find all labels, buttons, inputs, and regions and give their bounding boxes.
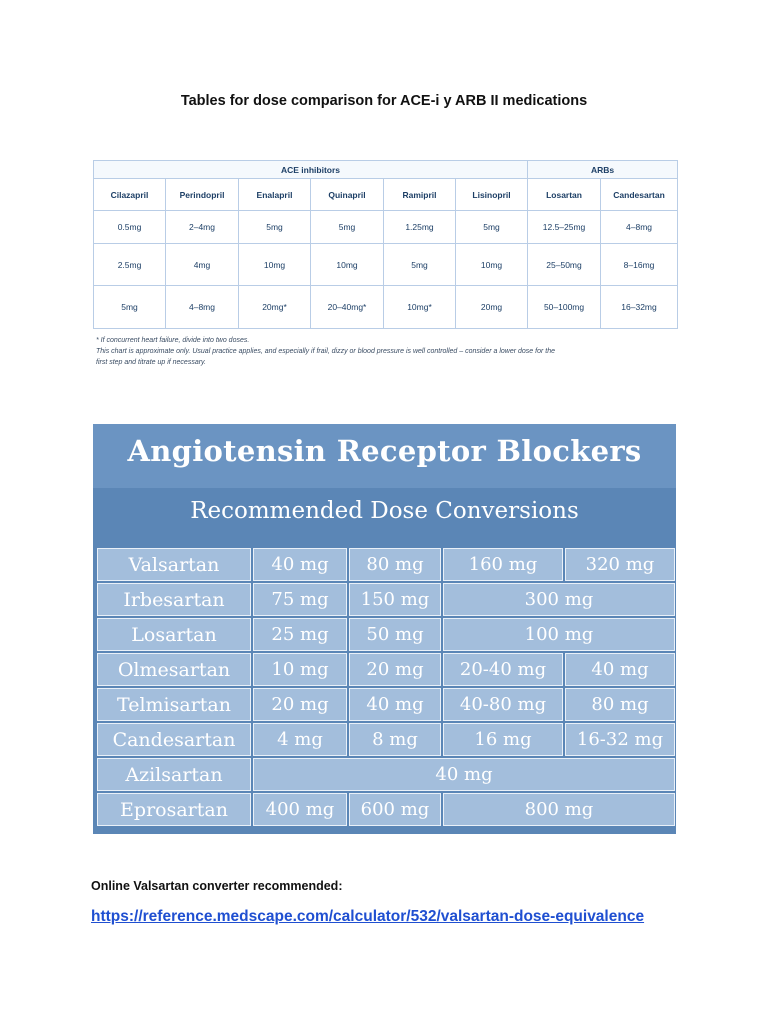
arb-group-header: ARBs bbox=[528, 161, 678, 179]
table-cell: 10mg bbox=[311, 244, 384, 286]
table-cell: 1.25mg bbox=[384, 211, 456, 244]
table-cell: 2.5mg bbox=[94, 244, 166, 286]
dose-cell: 100 mg bbox=[443, 618, 675, 651]
table-row bbox=[94, 244, 678, 286]
footnote: * If concurrent heart failure, divide into two doses. bbox=[96, 337, 250, 344]
dose-cell: 600 mg bbox=[349, 793, 441, 826]
dose-cell: 40 mg bbox=[565, 653, 675, 686]
arb-conversion-chart bbox=[93, 424, 676, 834]
drug-name: Losartan bbox=[97, 618, 251, 651]
drug-name: Olmesartan bbox=[97, 653, 251, 686]
footnote: This chart is approximate only. Usual practice applies, and especially if frail, dizzy or blood pressure is well controlled – consider a lower dose for the bbox=[96, 348, 555, 355]
dose-cell: 20 mg bbox=[349, 653, 441, 686]
drug-name: Azilsartan bbox=[97, 758, 251, 791]
ace-table bbox=[93, 160, 678, 329]
column-header: Enalapril bbox=[239, 179, 311, 211]
table-row bbox=[94, 286, 678, 329]
table-cell: 4–8mg bbox=[166, 286, 239, 329]
table-cell: 2–4mg bbox=[166, 211, 239, 244]
table-cell: 10mg bbox=[456, 244, 528, 286]
column-header: Lisinopril bbox=[456, 179, 528, 211]
footnote: first step and titrate up if necessary. bbox=[96, 359, 206, 366]
dose-cell: 40 mg bbox=[253, 758, 675, 791]
table-cell: 8–16mg bbox=[601, 244, 678, 286]
dose-cell: 150 mg bbox=[349, 583, 441, 616]
column-header: Quinapril bbox=[311, 179, 384, 211]
dose-cell: 25 mg bbox=[253, 618, 347, 651]
table-cell: 4–8mg bbox=[601, 211, 678, 244]
dose-cell: 20 mg bbox=[253, 688, 347, 721]
table-cell: 0.5mg bbox=[94, 211, 166, 244]
column-header: Perindopril bbox=[166, 179, 239, 211]
dose-cell: 8 mg bbox=[349, 723, 441, 756]
document-title: Tables for dose comparison for ACE-i y ARB II medications bbox=[180, 93, 588, 109]
table-cell: 5mg bbox=[239, 211, 311, 244]
dose-cell: 160 mg bbox=[443, 548, 563, 581]
arb-title: Angiotensin Receptor Blockers bbox=[127, 434, 642, 468]
converter-label: Online Valsartan converter recommended: bbox=[91, 879, 343, 893]
arb-dose-grid bbox=[97, 548, 673, 830]
table-cell: 20–40mg* bbox=[311, 286, 384, 329]
table-footnotes bbox=[93, 329, 677, 368]
column-header: Losartan bbox=[528, 179, 601, 211]
table-cell: 5mg bbox=[456, 211, 528, 244]
dose-cell: 400 mg bbox=[253, 793, 347, 826]
table-cell: 10mg* bbox=[384, 286, 456, 329]
drug-name: Candesartan bbox=[97, 723, 251, 756]
table-cell: 5mg bbox=[384, 244, 456, 286]
dose-cell: 40 mg bbox=[349, 688, 441, 721]
dose-cell: 40-80 mg bbox=[443, 688, 563, 721]
column-header: Candesartan bbox=[601, 179, 678, 211]
drug-name: Telmisartan bbox=[97, 688, 251, 721]
arb-subtitle: Recommended Dose Conversions bbox=[190, 498, 579, 524]
column-header: Cilazapril bbox=[94, 179, 166, 211]
drug-name: Eprosartan bbox=[97, 793, 251, 826]
dose-cell: 50 mg bbox=[349, 618, 441, 651]
ace-group-header: ACE inhibitors bbox=[94, 161, 528, 179]
drug-name: Irbesartan bbox=[97, 583, 251, 616]
dose-cell: 20-40 mg bbox=[443, 653, 563, 686]
dose-cell: 80 mg bbox=[565, 688, 675, 721]
ace-arb-comparison-table bbox=[93, 160, 677, 368]
dose-cell: 75 mg bbox=[253, 583, 347, 616]
table-cell: 4mg bbox=[166, 244, 239, 286]
dose-cell: 80 mg bbox=[349, 548, 441, 581]
dose-cell: 16-32 mg bbox=[565, 723, 675, 756]
valsartan-converter-link[interactable]: https://reference.medscape.com/calculator/532/valsartan-dose-equivalence bbox=[91, 908, 645, 925]
dose-cell: 40 mg bbox=[253, 548, 347, 581]
column-header: Ramipril bbox=[384, 179, 456, 211]
table-cell: 25–50mg bbox=[528, 244, 601, 286]
table-row bbox=[94, 211, 678, 244]
dose-cell: 10 mg bbox=[253, 653, 347, 686]
table-cell: 20mg* bbox=[239, 286, 311, 329]
table-cell: 12.5–25mg bbox=[528, 211, 601, 244]
table-cell: 16–32mg bbox=[601, 286, 678, 329]
dose-cell: 800 mg bbox=[443, 793, 675, 826]
table-cell: 10mg bbox=[239, 244, 311, 286]
dose-cell: 4 mg bbox=[253, 723, 347, 756]
table-cell: 50–100mg bbox=[528, 286, 601, 329]
dose-cell: 300 mg bbox=[443, 583, 675, 616]
table-cell: 5mg bbox=[311, 211, 384, 244]
dose-cell: 16 mg bbox=[443, 723, 563, 756]
dose-cell: 320 mg bbox=[565, 548, 675, 581]
table-cell: 20mg bbox=[456, 286, 528, 329]
table-cell: 5mg bbox=[94, 286, 166, 329]
drug-name: Valsartan bbox=[97, 548, 251, 581]
